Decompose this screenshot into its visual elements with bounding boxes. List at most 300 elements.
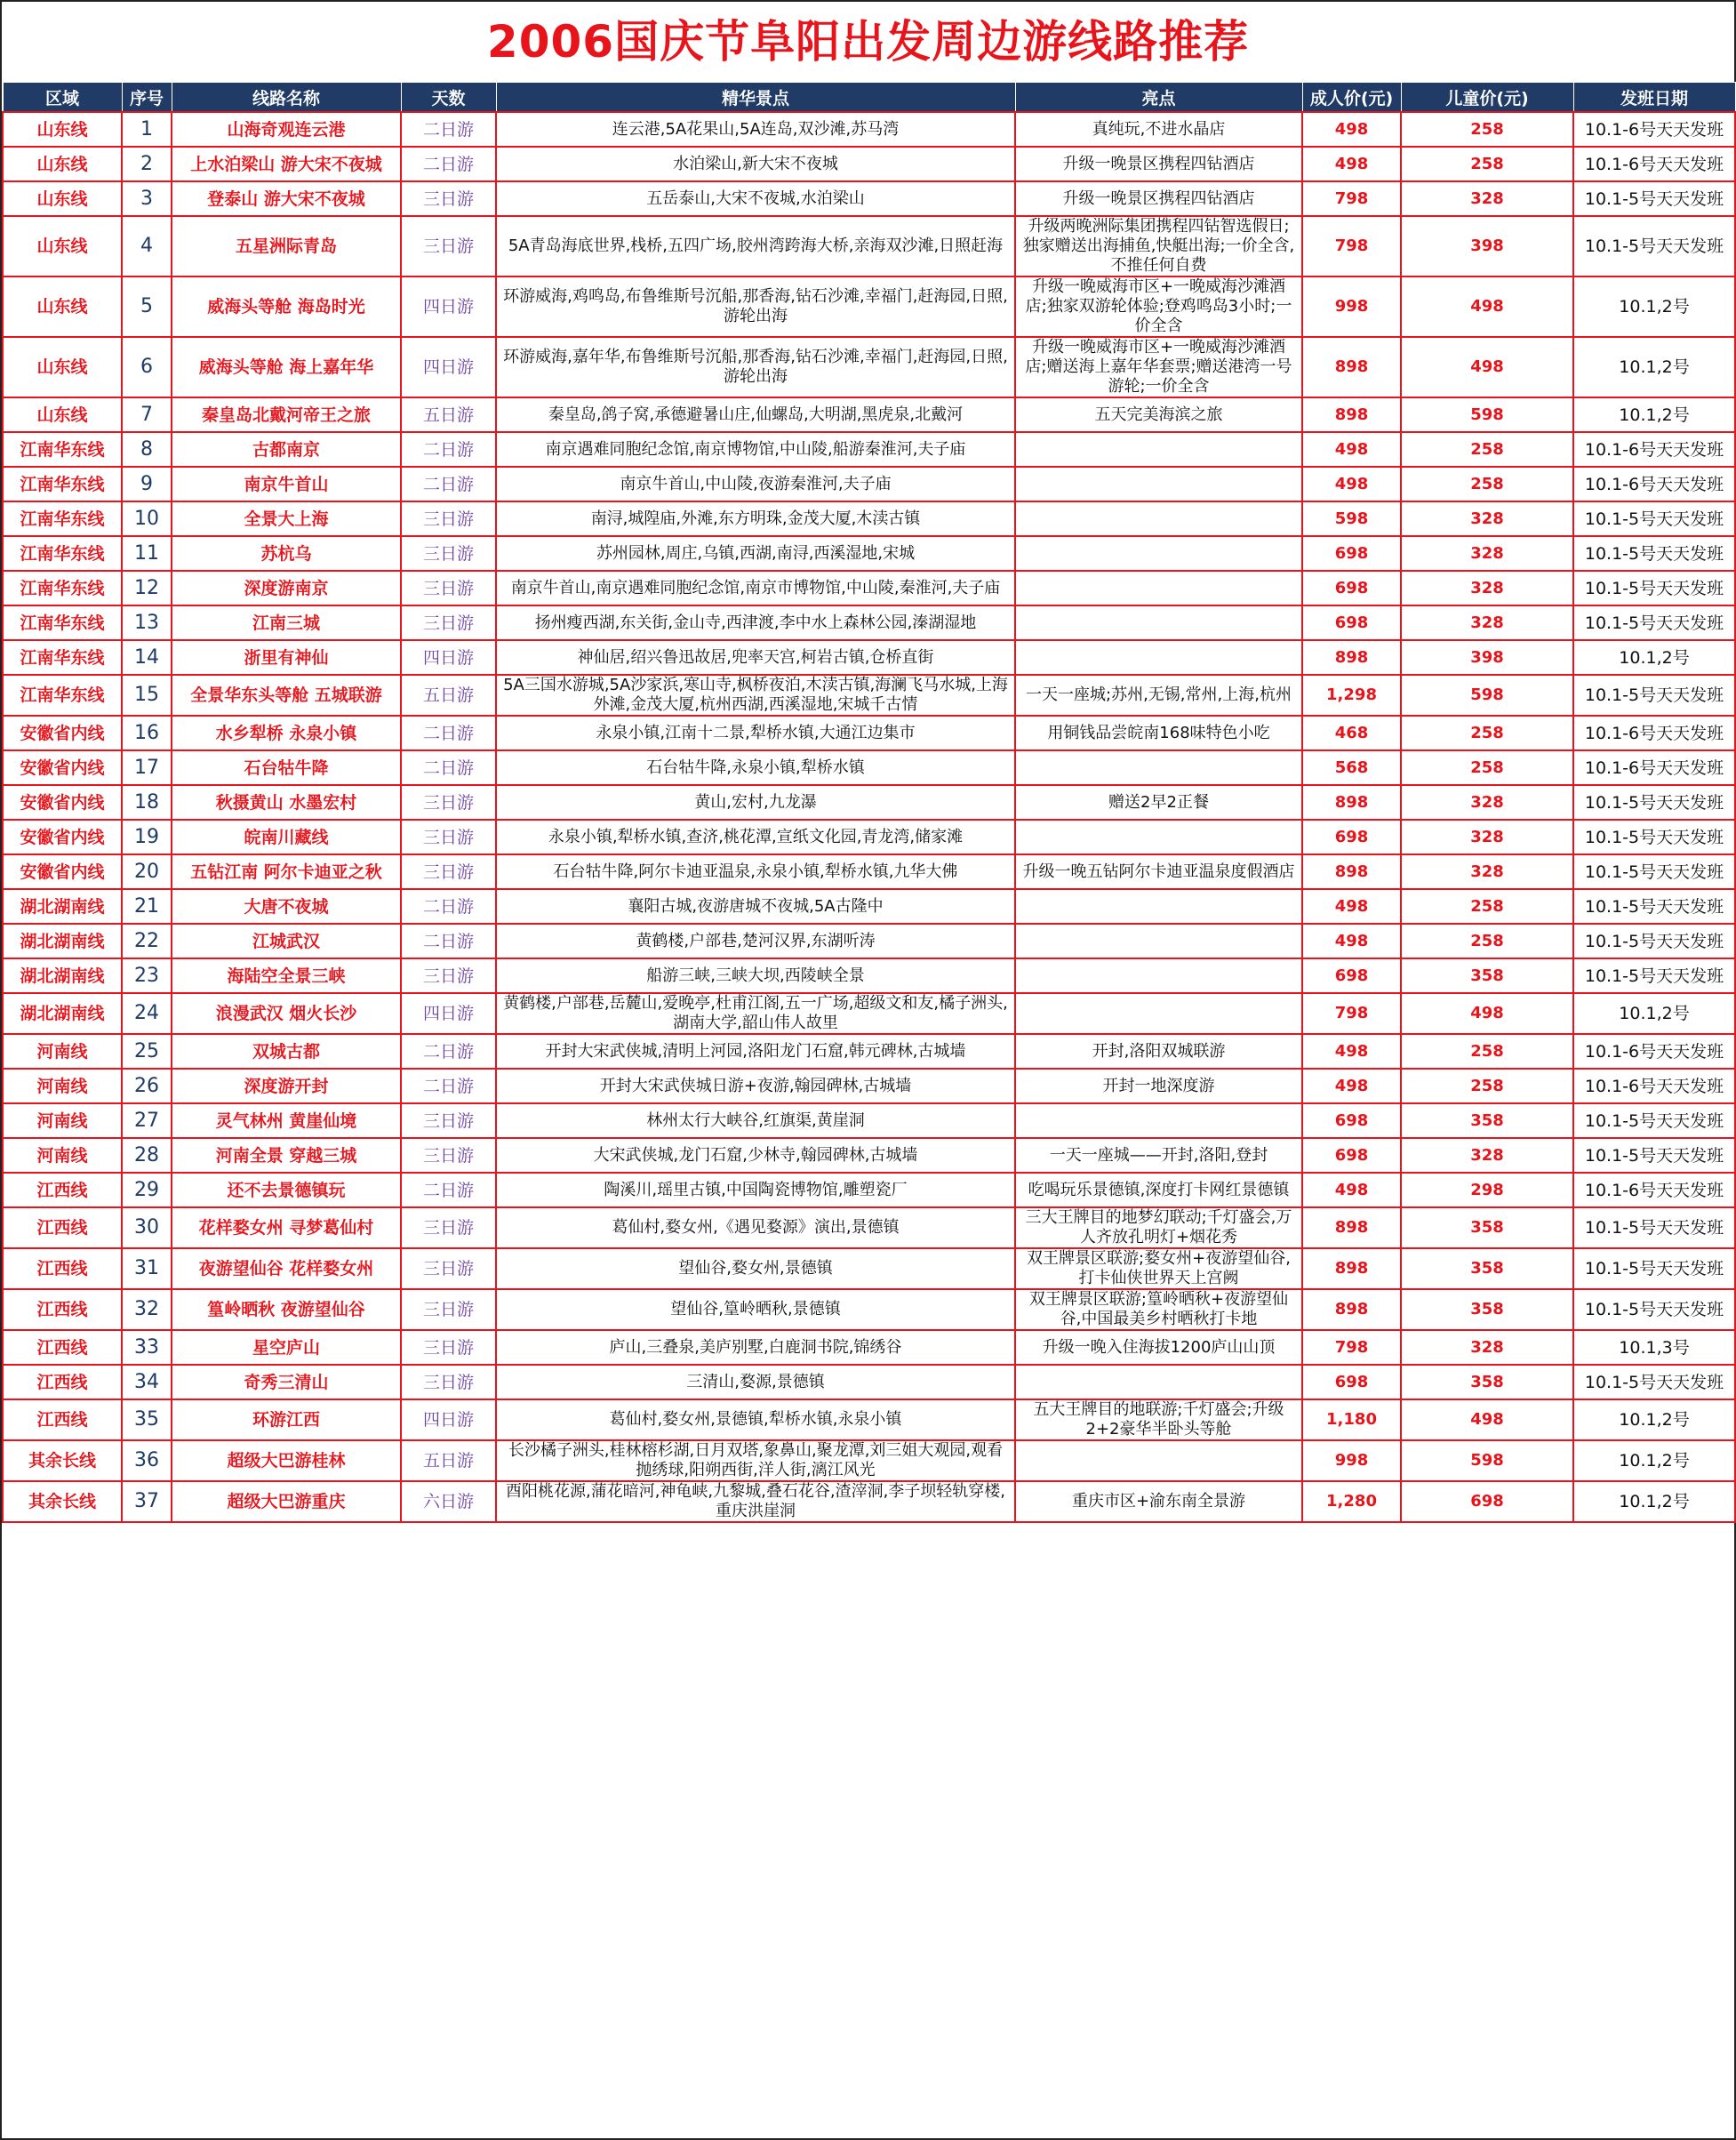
cell-date: 10.1,2号 <box>1573 1440 1735 1481</box>
cell-days: 二日游 <box>401 716 496 750</box>
header-region: 区域 <box>3 83 122 113</box>
cell-route-name: 五钻江南 阿尔卡迪亚之秋 <box>172 854 401 889</box>
cell-days: 四日游 <box>401 993 496 1034</box>
cell-highlight: 升级一晚威海市区+一晚威海沙滩酒店;独家双游轮体验;登鸡鸣岛3小时;一价全含 <box>1015 277 1302 337</box>
cell-date: 10.1-6号天天发班 <box>1573 467 1735 501</box>
table-row <box>3 1034 1735 1069</box>
cell-adult-price: 498 <box>1302 1034 1401 1069</box>
cell-highlight <box>1015 571 1302 605</box>
cell-no: 18 <box>122 785 172 820</box>
cell-no: 15 <box>122 675 172 716</box>
cell-days: 四日游 <box>401 277 496 337</box>
cell-adult-price: 698 <box>1302 571 1401 605</box>
cell-child-price: 498 <box>1401 1399 1573 1440</box>
cell-no: 6 <box>122 337 172 397</box>
cell-no: 28 <box>122 1138 172 1173</box>
cell-date: 10.1-5号天天发班 <box>1573 1365 1735 1399</box>
cell-date: 10.1-5号天天发班 <box>1573 1248 1735 1289</box>
cell-route-name: 威海头等舱 海上嘉年华 <box>172 337 401 397</box>
cell-route-name: 河南全景 穿越三城 <box>172 1138 401 1173</box>
table-row <box>3 1330 1735 1365</box>
table-row <box>3 432 1735 467</box>
cell-days: 三日游 <box>401 1289 496 1330</box>
cell-days: 三日游 <box>401 785 496 820</box>
cell-route-name: 超级大巴游桂林 <box>172 1440 401 1481</box>
cell-region: 河南线 <box>3 1069 122 1103</box>
cell-highlight <box>1015 536 1302 571</box>
cell-region: 江南华东线 <box>3 675 122 716</box>
cell-route-name: 全景大上海 <box>172 501 401 536</box>
cell-highlight <box>1015 1103 1302 1138</box>
cell-scenic: 水泊梁山,新大宋不夜城 <box>496 147 1015 181</box>
cell-child-price: 358 <box>1401 1207 1573 1248</box>
header-scenic: 精华景点 <box>496 83 1015 113</box>
cell-highlight: 赠送2早2正餐 <box>1015 785 1302 820</box>
cell-region: 江南华东线 <box>3 467 122 501</box>
cell-date: 10.1-5号天天发班 <box>1573 536 1735 571</box>
table-row <box>3 889 1735 924</box>
cell-days: 六日游 <box>401 1481 496 1522</box>
cell-child-price: 328 <box>1401 1138 1573 1173</box>
cell-date: 10.1,2号 <box>1573 1481 1735 1522</box>
cell-child-price: 258 <box>1401 750 1573 785</box>
cell-child-price: 328 <box>1401 536 1573 571</box>
cell-highlight <box>1015 993 1302 1034</box>
cell-highlight: 吃喝玩乐景德镇,深度打卡网红景德镇 <box>1015 1173 1302 1207</box>
cell-scenic: 庐山,三叠泉,美庐别墅,白鹿洞书院,锦绣谷 <box>496 1330 1015 1365</box>
cell-date: 10.1,2号 <box>1573 1399 1735 1440</box>
cell-region: 江南华东线 <box>3 571 122 605</box>
table-row <box>3 716 1735 750</box>
cell-child-price: 258 <box>1401 889 1573 924</box>
cell-route-name: 超级大巴游重庆 <box>172 1481 401 1522</box>
cell-adult-price: 498 <box>1302 924 1401 958</box>
cell-highlight <box>1015 958 1302 993</box>
cell-date: 10.1-5号天天发班 <box>1573 820 1735 854</box>
cell-region: 山东线 <box>3 112 122 147</box>
cell-scenic: 船游三峡,三峡大坝,西陵峡全景 <box>496 958 1015 993</box>
cell-date: 10.1-6号天天发班 <box>1573 112 1735 147</box>
cell-highlight: 双王牌景区联游;篁岭晒秋+夜游望仙谷,中国最美乡村晒秋打卡地 <box>1015 1289 1302 1330</box>
cell-adult-price: 498 <box>1302 467 1401 501</box>
table-row <box>3 1248 1735 1289</box>
cell-date: 10.1,3号 <box>1573 1330 1735 1365</box>
cell-date: 10.1-6号天天发班 <box>1573 750 1735 785</box>
cell-scenic: 望仙谷,篁岭晒秋,景德镇 <box>496 1289 1015 1330</box>
cell-scenic: 石台牯牛降,阿尔卡迪亚温泉,永泉小镇,犁桥水镇,九华大佛 <box>496 854 1015 889</box>
cell-route-name: 奇秀三清山 <box>172 1365 401 1399</box>
cell-adult-price: 998 <box>1302 277 1401 337</box>
cell-days: 二日游 <box>401 467 496 501</box>
cell-adult-price: 898 <box>1302 785 1401 820</box>
table-row <box>3 1289 1735 1330</box>
cell-child-price: 258 <box>1401 1034 1573 1069</box>
table-row <box>3 1440 1735 1481</box>
table-row <box>3 1069 1735 1103</box>
cell-adult-price: 468 <box>1302 716 1401 750</box>
cell-route-name: 上水泊梁山 游大宋不夜城 <box>172 147 401 181</box>
table-row <box>3 277 1735 337</box>
header-adult-price: 成人价(元) <box>1302 83 1401 113</box>
cell-region: 安徽省内线 <box>3 716 122 750</box>
cell-route-name: 皖南川藏线 <box>172 820 401 854</box>
table-row <box>3 675 1735 716</box>
cell-scenic: 苏州园林,周庄,乌镇,西湖,南浔,西溪湿地,宋城 <box>496 536 1015 571</box>
cell-adult-price: 898 <box>1302 1248 1401 1289</box>
cell-route-name: 花样婺女州 寻梦葛仙村 <box>172 1207 401 1248</box>
cell-adult-price: 498 <box>1302 432 1401 467</box>
cell-region: 江西线 <box>3 1248 122 1289</box>
cell-no: 9 <box>122 467 172 501</box>
cell-route-name: 双城古都 <box>172 1034 401 1069</box>
cell-date: 10.1-5号天天发班 <box>1573 1103 1735 1138</box>
cell-child-price: 698 <box>1401 1481 1573 1522</box>
sheet-title: 2006国庆节阜阳出发周边游线路推荐 <box>486 16 1250 68</box>
cell-scenic: 黄鹤楼,户部巷,岳麓山,爱晚亭,杜甫江阁,五一广场,超级文和友,橘子洲头,湖南大学,韶山伟人故里 <box>496 993 1015 1034</box>
cell-region: 安徽省内线 <box>3 785 122 820</box>
table-row <box>3 216 1735 277</box>
cell-route-name: 苏杭乌 <box>172 536 401 571</box>
cell-adult-price: 898 <box>1302 337 1401 397</box>
cell-highlight: 升级一晚入住海拔1200庐山山顶 <box>1015 1330 1302 1365</box>
cell-highlight: 一天一座城;苏州,无锡,常州,上海,杭州 <box>1015 675 1302 716</box>
cell-adult-price: 698 <box>1302 1365 1401 1399</box>
header-highlight: 亮点 <box>1015 83 1302 113</box>
cell-date: 10.1-5号天天发班 <box>1573 181 1735 216</box>
cell-date: 10.1,2号 <box>1573 397 1735 432</box>
cell-days: 二日游 <box>401 1034 496 1069</box>
cell-adult-price: 798 <box>1302 216 1401 277</box>
cell-date: 10.1-5号天天发班 <box>1573 854 1735 889</box>
cell-scenic: 神仙居,绍兴鲁迅故居,兜率天宫,柯岩古镇,仓桥直街 <box>496 640 1015 675</box>
cell-no: 33 <box>122 1330 172 1365</box>
cell-route-name: 五星洲际青岛 <box>172 216 401 277</box>
cell-region: 江南华东线 <box>3 432 122 467</box>
cell-no: 11 <box>122 536 172 571</box>
cell-highlight: 五天完美海滨之旅 <box>1015 397 1302 432</box>
cell-highlight <box>1015 605 1302 640</box>
cell-highlight: 真纯玩,不进水晶店 <box>1015 112 1302 147</box>
cell-days: 三日游 <box>401 1248 496 1289</box>
cell-route-name: 南京牛首山 <box>172 467 401 501</box>
cell-highlight: 用铜钱品尝皖南168味特色小吃 <box>1015 716 1302 750</box>
cell-highlight: 开封一地深度游 <box>1015 1069 1302 1103</box>
cell-highlight: 升级一晚五钻阿尔卡迪亚温泉度假酒店 <box>1015 854 1302 889</box>
cell-region: 其余长线 <box>3 1440 122 1481</box>
cell-route-name: 夜游望仙谷 花样婺女州 <box>172 1248 401 1289</box>
cell-highlight <box>1015 432 1302 467</box>
cell-scenic: 黄山,宏村,九龙瀑 <box>496 785 1015 820</box>
cell-date: 10.1-6号天天发班 <box>1573 1034 1735 1069</box>
cell-days: 二日游 <box>401 1173 496 1207</box>
cell-days: 三日游 <box>401 820 496 854</box>
cell-highlight: 升级两晚洲际集团携程四钻智选假日;独家赠送出海捕鱼,快艇出海;一价全含,不推任何自费 <box>1015 216 1302 277</box>
cell-date: 10.1-6号天天发班 <box>1573 1069 1735 1103</box>
cell-child-price: 258 <box>1401 432 1573 467</box>
cell-days: 二日游 <box>401 147 496 181</box>
cell-days: 三日游 <box>401 536 496 571</box>
cell-no: 19 <box>122 820 172 854</box>
cell-no: 5 <box>122 277 172 337</box>
table-row <box>3 1399 1735 1440</box>
table-row <box>3 640 1735 675</box>
cell-adult-price: 698 <box>1302 605 1401 640</box>
cell-date: 10.1,2号 <box>1573 993 1735 1034</box>
cell-child-price: 358 <box>1401 1289 1573 1330</box>
cell-scenic: 大宋武侠城,龙门石窟,少林寺,翰园碑林,古城墙 <box>496 1138 1015 1173</box>
cell-region: 山东线 <box>3 397 122 432</box>
cell-scenic: 5A青岛海底世界,栈桥,五四广场,胶州湾跨海大桥,亲海双沙滩,日照赶海 <box>496 216 1015 277</box>
cell-highlight: 重庆市区+渝东南全景游 <box>1015 1481 1302 1522</box>
cell-route-name: 秦皇岛北戴河帝王之旅 <box>172 397 401 432</box>
cell-no: 21 <box>122 889 172 924</box>
cell-adult-price: 698 <box>1302 1103 1401 1138</box>
cell-no: 20 <box>122 854 172 889</box>
cell-highlight <box>1015 889 1302 924</box>
cell-route-name: 江南三城 <box>172 605 401 640</box>
cell-child-price: 498 <box>1401 337 1573 397</box>
cell-scenic: 永泉小镇,犁桥水镇,查济,桃花潭,宣纸文化园,青龙湾,储家滩 <box>496 820 1015 854</box>
cell-date: 10.1,2号 <box>1573 277 1735 337</box>
cell-child-price: 498 <box>1401 277 1573 337</box>
cell-no: 32 <box>122 1289 172 1330</box>
cell-route-name: 秋摄黄山 水墨宏村 <box>172 785 401 820</box>
cell-date: 10.1-6号天天发班 <box>1573 432 1735 467</box>
table-row <box>3 924 1735 958</box>
cell-days: 二日游 <box>401 112 496 147</box>
cell-route-name: 浙里有神仙 <box>172 640 401 675</box>
cell-region: 安徽省内线 <box>3 854 122 889</box>
cell-scenic: 林州太行大峡谷,红旗渠,黄崖洞 <box>496 1103 1015 1138</box>
cell-highlight <box>1015 1440 1302 1481</box>
cell-no: 34 <box>122 1365 172 1399</box>
cell-scenic: 襄阳古城,夜游唐城不夜城,5A古隆中 <box>496 889 1015 924</box>
cell-days: 四日游 <box>401 640 496 675</box>
table-row <box>3 1481 1735 1522</box>
cell-region: 江西线 <box>3 1330 122 1365</box>
cell-child-price: 328 <box>1401 785 1573 820</box>
cell-adult-price: 998 <box>1302 1440 1401 1481</box>
cell-region: 湖北湖南线 <box>3 993 122 1034</box>
cell-date: 10.1-5号天天发班 <box>1573 958 1735 993</box>
cell-adult-price: 568 <box>1302 750 1401 785</box>
cell-date: 10.1-5号天天发班 <box>1573 1138 1735 1173</box>
cell-region: 江西线 <box>3 1289 122 1330</box>
cell-child-price: 358 <box>1401 958 1573 993</box>
cell-route-name: 威海头等舱 海岛时光 <box>172 277 401 337</box>
table-body <box>3 112 1735 1522</box>
cell-adult-price: 1,180 <box>1302 1399 1401 1440</box>
cell-scenic: 南京遇难同胞纪念馆,南京博物馆,中山陵,船游秦淮河,夫子庙 <box>496 432 1015 467</box>
cell-adult-price: 698 <box>1302 536 1401 571</box>
header-days: 天数 <box>401 83 496 113</box>
cell-region: 湖北湖南线 <box>3 924 122 958</box>
cell-region: 湖北湖南线 <box>3 889 122 924</box>
cell-no: 25 <box>122 1034 172 1069</box>
cell-no: 14 <box>122 640 172 675</box>
cell-days: 三日游 <box>401 181 496 216</box>
cell-adult-price: 898 <box>1302 1207 1401 1248</box>
cell-date: 10.1-6号天天发班 <box>1573 716 1735 750</box>
cell-route-name: 山海奇观连云港 <box>172 112 401 147</box>
cell-route-name: 还不去景德镇玩 <box>172 1173 401 1207</box>
cell-date: 10.1-5号天天发班 <box>1573 605 1735 640</box>
cell-route-name: 石台牯牛降 <box>172 750 401 785</box>
cell-no: 13 <box>122 605 172 640</box>
table-row <box>3 337 1735 397</box>
cell-region: 安徽省内线 <box>3 820 122 854</box>
cell-days: 二日游 <box>401 889 496 924</box>
table-row <box>3 820 1735 854</box>
cell-scenic: 环游威海,嘉年华,布鲁维斯号沉船,那香海,钻石沙滩,幸福门,赶海园,日照,游轮出海 <box>496 337 1015 397</box>
cell-highlight <box>1015 467 1302 501</box>
cell-scenic: 南京牛首山,中山陵,夜游秦淮河,夫子庙 <box>496 467 1015 501</box>
cell-days: 三日游 <box>401 571 496 605</box>
cell-date: 10.1,2号 <box>1573 640 1735 675</box>
cell-scenic: 开封大宋武侠城日游+夜游,翰园碑林,古城墙 <box>496 1069 1015 1103</box>
cell-no: 37 <box>122 1481 172 1522</box>
cell-date: 10.1-5号天天发班 <box>1573 675 1735 716</box>
cell-route-name: 登泰山 游大宋不夜城 <box>172 181 401 216</box>
cell-days: 三日游 <box>401 1330 496 1365</box>
cell-no: 35 <box>122 1399 172 1440</box>
cell-days: 三日游 <box>401 605 496 640</box>
cell-adult-price: 598 <box>1302 501 1401 536</box>
cell-child-price: 258 <box>1401 716 1573 750</box>
cell-days: 四日游 <box>401 337 496 397</box>
cell-region: 山东线 <box>3 277 122 337</box>
cell-no: 2 <box>122 147 172 181</box>
cell-no: 7 <box>122 397 172 432</box>
header-date: 发班日期 <box>1573 83 1735 113</box>
cell-route-name: 江城武汉 <box>172 924 401 958</box>
table-row <box>3 785 1735 820</box>
cell-days: 二日游 <box>401 924 496 958</box>
cell-days: 五日游 <box>401 675 496 716</box>
cell-child-price: 398 <box>1401 216 1573 277</box>
cell-scenic: 葛仙村,婺女州,景德镇,犁桥水镇,永泉小镇 <box>496 1399 1015 1440</box>
cell-days: 二日游 <box>401 750 496 785</box>
table-row <box>3 605 1735 640</box>
cell-days: 三日游 <box>401 854 496 889</box>
cell-no: 8 <box>122 432 172 467</box>
cell-route-name: 水乡犁桥 永泉小镇 <box>172 716 401 750</box>
cell-child-price: 328 <box>1401 820 1573 854</box>
cell-adult-price: 898 <box>1302 397 1401 432</box>
cell-no: 16 <box>122 716 172 750</box>
cell-no: 29 <box>122 1173 172 1207</box>
cell-no: 26 <box>122 1069 172 1103</box>
cell-child-price: 258 <box>1401 112 1573 147</box>
cell-child-price: 358 <box>1401 1365 1573 1399</box>
cell-days: 三日游 <box>401 501 496 536</box>
cell-highlight: 双王牌景区联游;婺女州+夜游望仙谷,打卡仙侠世界天上宫阙 <box>1015 1248 1302 1289</box>
cell-date: 10.1-5号天天发班 <box>1573 571 1735 605</box>
cell-region: 山东线 <box>3 181 122 216</box>
cell-date: 10.1,2号 <box>1573 337 1735 397</box>
header-child-price: 儿童价(元) <box>1401 83 1573 113</box>
cell-route-name: 深度游南京 <box>172 571 401 605</box>
table-row <box>3 1138 1735 1173</box>
cell-date: 10.1-5号天天发班 <box>1573 785 1735 820</box>
table-row <box>3 1207 1735 1248</box>
cell-highlight: 升级一晚景区携程四钻酒店 <box>1015 147 1302 181</box>
cell-region: 江西线 <box>3 1207 122 1248</box>
cell-route-name: 海陆空全景三峡 <box>172 958 401 993</box>
cell-adult-price: 498 <box>1302 1069 1401 1103</box>
cell-no: 31 <box>122 1248 172 1289</box>
cell-days: 三日游 <box>401 1103 496 1138</box>
cell-region: 河南线 <box>3 1138 122 1173</box>
cell-days: 五日游 <box>401 1440 496 1481</box>
cell-date: 10.1-5号天天发班 <box>1573 501 1735 536</box>
cell-days: 四日游 <box>401 1399 496 1440</box>
cell-no: 1 <box>122 112 172 147</box>
table-row <box>3 501 1735 536</box>
cell-region: 江南华东线 <box>3 501 122 536</box>
cell-adult-price: 1,280 <box>1302 1481 1401 1522</box>
cell-date: 10.1-5号天天发班 <box>1573 1207 1735 1248</box>
cell-highlight <box>1015 501 1302 536</box>
cell-route-name: 灵气林州 黄崖仙境 <box>172 1103 401 1138</box>
header-row <box>3 83 1735 113</box>
table-row <box>3 1103 1735 1138</box>
cell-adult-price: 898 <box>1302 640 1401 675</box>
cell-days: 三日游 <box>401 1365 496 1399</box>
cell-child-price: 258 <box>1401 147 1573 181</box>
cell-no: 30 <box>122 1207 172 1248</box>
table-row <box>3 1365 1735 1399</box>
table-row <box>3 750 1735 785</box>
cell-scenic: 三清山,婺源,景德镇 <box>496 1365 1015 1399</box>
cell-child-price: 598 <box>1401 1440 1573 1481</box>
cell-scenic: 5A三国水游城,5A沙家浜,寒山寺,枫桥夜泊,木渎古镇,海澜飞马水城,上海外滩,金茂大厦,杭州西湖,西溪湿地,宋城千古情 <box>496 675 1015 716</box>
cell-route-name: 浪漫武汉 烟火长沙 <box>172 993 401 1034</box>
cell-scenic: 永泉小镇,江南十二景,犁桥水镇,大通江边集市 <box>496 716 1015 750</box>
cell-date: 10.1-5号天天发班 <box>1573 924 1735 958</box>
cell-route-name: 大唐不夜城 <box>172 889 401 924</box>
cell-region: 其余长线 <box>3 1481 122 1522</box>
cell-date: 10.1-5号天天发班 <box>1573 1289 1735 1330</box>
cell-days: 五日游 <box>401 397 496 432</box>
cell-highlight <box>1015 924 1302 958</box>
cell-days: 三日游 <box>401 216 496 277</box>
table-row <box>3 571 1735 605</box>
cell-region: 河南线 <box>3 1103 122 1138</box>
cell-scenic: 长沙橘子洲头,桂林榕杉湖,日月双塔,象鼻山,聚龙潭,刘三姐大观园,观看抛绣球,阳朔西街,洋人街,漓江风光 <box>496 1440 1015 1481</box>
cell-scenic: 望仙谷,婺女州,景德镇 <box>496 1248 1015 1289</box>
cell-route-name: 篁岭晒秋 夜游望仙谷 <box>172 1289 401 1330</box>
cell-region: 山东线 <box>3 147 122 181</box>
cell-highlight: 开封,洛阳双城联游 <box>1015 1034 1302 1069</box>
cell-highlight: 三大王牌目的地梦幻联动;千灯盛会,万人齐放孔明灯+烟花秀 <box>1015 1207 1302 1248</box>
table-row <box>3 854 1735 889</box>
cell-child-price: 258 <box>1401 1069 1573 1103</box>
cell-region: 江南华东线 <box>3 640 122 675</box>
cell-no: 24 <box>122 993 172 1034</box>
cell-region: 河南线 <box>3 1034 122 1069</box>
table-row <box>3 147 1735 181</box>
cell-scenic: 环游威海,鸡鸣岛,布鲁维斯号沉船,那香海,钻石沙滩,幸福门,赶海园,日照,游轮出海 <box>496 277 1015 337</box>
cell-scenic: 黄鹤楼,户部巷,楚河汉界,东湖听涛 <box>496 924 1015 958</box>
cell-adult-price: 698 <box>1302 958 1401 993</box>
header-route-name: 线路名称 <box>172 83 401 113</box>
cell-no: 22 <box>122 924 172 958</box>
cell-child-price: 358 <box>1401 1103 1573 1138</box>
cell-scenic: 南浔,城隍庙,外滩,东方明珠,金茂大厦,木渎古镇 <box>496 501 1015 536</box>
cell-adult-price: 798 <box>1302 993 1401 1034</box>
cell-date: 10.1-6号天天发班 <box>1573 1173 1735 1207</box>
